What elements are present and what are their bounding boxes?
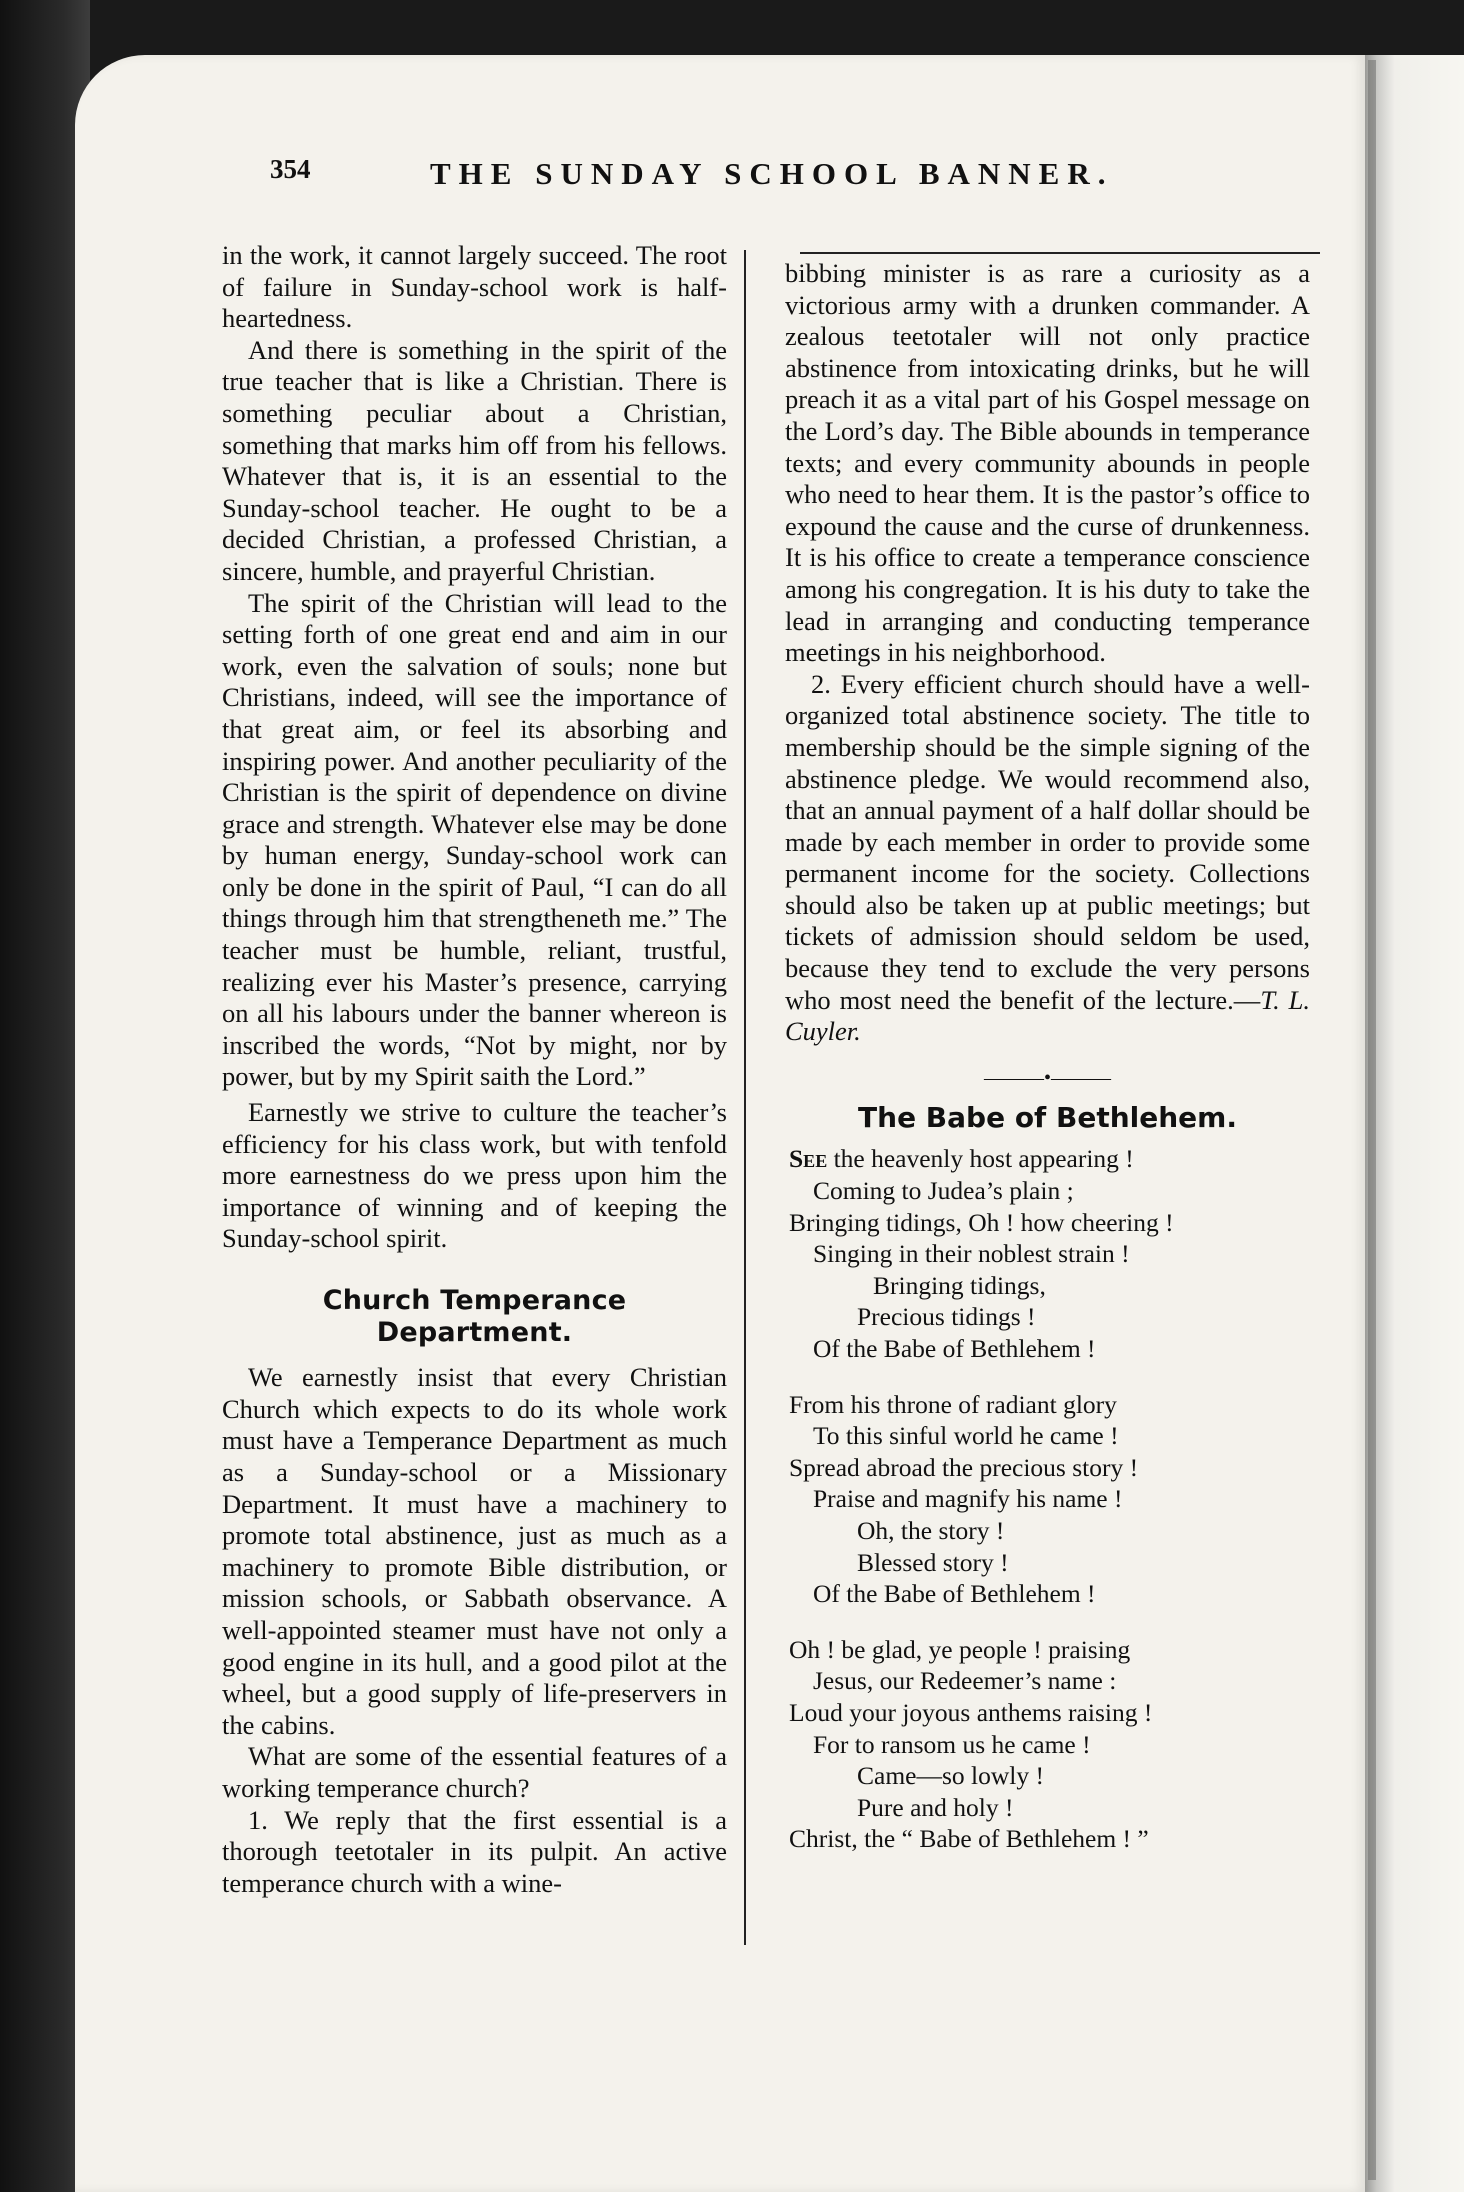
column-divider bbox=[744, 250, 746, 1945]
poem-line: For to ransom us he came ! bbox=[813, 1729, 1091, 1759]
poem-line: Coming to Judea’s plain ; bbox=[813, 1176, 1074, 1206]
paragraph: Earnestly we strive to culture the teacher’s efficiency for his class work, but with tenfold more earnestness do we press upon him the importance of winning and of keeping the Sunday-school spirit. bbox=[222, 1097, 727, 1254]
paragraph: The spirit of the Christian will lead to the setting forth of one great end and aim in our work, even the salvation of souls; none but Christians, indeed, will see the importance of that great aim, or feel its absorbing and inspiring power. And another peculiarity of the Christian is the spirit of dependence on divine grace and strength. Whatever else may be done by human energy, Sunday-school work can only be done in the spirit of Paul, “I can do all things through him that strengtheneth me.” The teacher must be humble, reliant, trustful, realizing ever his Master’s presence, carrying on all his labours under the banner whereon is inscribed the words, “Not by might, nor by power, but by my Spirit saith the Lord.” bbox=[222, 587, 727, 1092]
attribution: T. L. Cuyler. bbox=[785, 984, 1310, 1047]
poem-line: Loud your joyous anthems raising ! bbox=[789, 1697, 1153, 1727]
page-header bbox=[270, 150, 1180, 220]
poem-title: The Babe of Bethlehem. bbox=[858, 1100, 1237, 1134]
poem-line: Oh, the story ! bbox=[857, 1515, 1005, 1545]
left-column bbox=[222, 240, 727, 1899]
right-column bbox=[785, 258, 1310, 1879]
poem-line: To this sinful world he came ! bbox=[813, 1421, 1119, 1451]
poem-line: Bringing tidings, Oh ! how cheering ! bbox=[789, 1207, 1174, 1237]
poem-stanza bbox=[785, 1389, 1310, 1610]
poem-line: Oh ! be glad, ye people ! praising bbox=[789, 1634, 1131, 1664]
poem-line-text: the heavenly host appearing ! bbox=[827, 1144, 1134, 1174]
paragraph: in the work, it cannot largely succeed. The root of failure in Sunday-school work is half-heartedness. bbox=[222, 240, 727, 334]
poem-line: From his throne of radiant glory bbox=[789, 1389, 1117, 1419]
poem-line: Precious tidings ! bbox=[857, 1302, 1036, 1332]
section-heading: Church Temperance Department. bbox=[322, 1285, 627, 1348]
paragraph: We earnestly insist that every Christian Church which expects to do its whole work must have a Temperance Department as much as a Sunday-school or a Missionary Department. It must have a machinery to promote total abstinence, just as much as a machinery to promote Bible distribution, or mission schools, or Sabbath observance. A well-appointed steamer must have not only a good engine in its hull, and a good pilot at the wheel, but a good supply of life-preservers in the cabins. bbox=[222, 1362, 727, 1740]
header-rule bbox=[800, 252, 1320, 254]
paragraph bbox=[785, 669, 1310, 1048]
poem-stanza bbox=[785, 1143, 1310, 1364]
poem-line: Singing in their noblest strain ! bbox=[813, 1239, 1130, 1269]
poem-line: Of the Babe of Bethlehem ! bbox=[813, 1334, 1096, 1363]
poem-line: Pure and holy ! bbox=[857, 1792, 1014, 1822]
poem-line: Jesus, our Redeemer’s name : bbox=[813, 1666, 1117, 1696]
poem-line: Spread abroad the precious story ! bbox=[789, 1452, 1139, 1482]
poem-line: Of the Babe of Bethlehem ! bbox=[813, 1579, 1096, 1609]
next-page-edge bbox=[1365, 55, 1464, 2192]
poem-line: Christ, the “ Babe of Bethlehem ! ” bbox=[789, 1824, 1149, 1854]
paragraph: 1. We reply that the first essential is a thorough teetotaler in its pulpit. An active temperance church with a wine- bbox=[222, 1804, 727, 1898]
paragraph: bibbing minister is as rare a curiosity as a victorious army with a drunken commander. A zealous teetotaler will not only practice abstinence from intoxicating drinks, but he will preach it as a vital part of his Gospel message on the Lord’s day. The Bible abounds in temperance texts; and every community abounds in people who need to hear them. It is the pastor’s office to expound the cause and the curse of drunkenness. It is his office to create a temperance conscience among his congregation. It is his duty to take the lead in arranging and conducting temperance meetings in his neighborhood. bbox=[785, 258, 1310, 668]
poem-line: Praise and magnify his name ! bbox=[813, 1484, 1123, 1514]
running-title: THE SUNDAY SCHOOL BANNER. bbox=[430, 156, 1114, 191]
poem-line: Came—so lowly ! bbox=[857, 1761, 1044, 1791]
poem-line: Bringing tidings, bbox=[873, 1270, 1046, 1300]
page-number: 354 bbox=[270, 154, 311, 184]
poem-initial-word: See bbox=[789, 1144, 828, 1174]
paragraph: And there is something in the spirit of the true teacher that is like a Christian. There is something peculiar about a Christian, something that marks him off from his fellows. Whatever that is, it is an essential to the Sunday-school teacher. He ought to be a decided Christian, a professed Christian, a sincere, humble, and prayerful Christian. bbox=[222, 334, 727, 586]
poem-line: Blessed story ! bbox=[857, 1547, 1009, 1577]
poem-line bbox=[785, 1143, 1310, 1175]
paragraph-text: 2. Every efficient church should have a well-organized total abstinence society. The title to membership should be the simple signing of the abstinence pledge. We would recommend also, that an annual payment of a half dollar should be made by each member in order to provide some permanent income for the society. Collections should also be taken up at public meetings; but tickets of admission should seldom be used, because they tend to exclude the very persons who most need the benefit of the lecture.— bbox=[785, 668, 1310, 1015]
poem bbox=[785, 1143, 1310, 1854]
poem-stanza bbox=[785, 1634, 1310, 1855]
page-fold-line bbox=[1368, 60, 1376, 2180]
section-ornament: ———•——— bbox=[983, 1066, 1111, 1089]
paragraph: What are some of the essential features of a working temperance church? bbox=[222, 1741, 727, 1803]
